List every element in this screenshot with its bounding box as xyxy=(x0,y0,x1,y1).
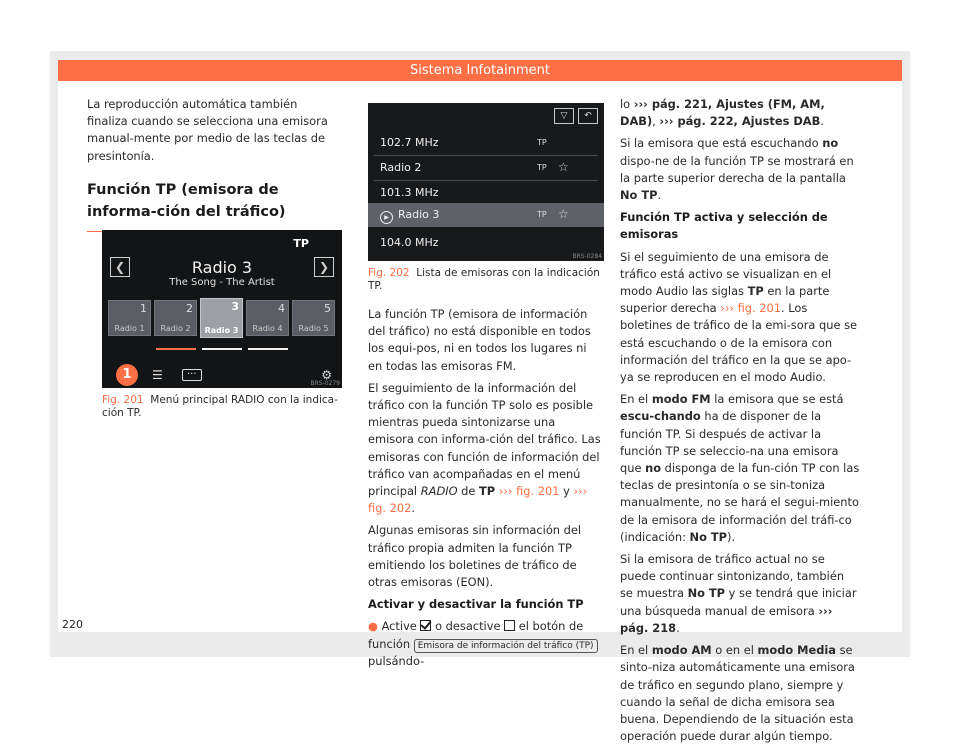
station-row: 104.0 MHz xyxy=(380,236,439,249)
empty-box-icon xyxy=(504,620,515,631)
preset-button: 5 Radio 5 xyxy=(292,300,335,336)
play-icon: ▶ xyxy=(380,211,393,224)
section-heading: Función TP (emisora de informa-ción del tráfico) xyxy=(87,179,341,232)
paragraph: Algunas emisoras sin información del tráfico propia admiten la función TP emitiendo los boletines de tráfico de otras emisoras (EON). xyxy=(368,523,582,590)
page-number: 220 xyxy=(62,618,83,631)
station-row: Radio 2 TP ☆ xyxy=(380,160,569,174)
preset-button: 2 Radio 2 xyxy=(154,300,197,336)
paragraph: Si el seguimiento de una emisora de tráfico está activo se visualizan en el modo Audio las siglas TP en la parte superior derecha ››› fig. 201. Los boletines de tráfico de la emi-sora que se está escuchando o de la emisora con información del tráfico en la que se apo-ya se reproducen en el modo Audio. xyxy=(620,249,858,385)
caption-label: Fig. 202 xyxy=(368,267,410,279)
settings-icon: ⚙ xyxy=(321,368,332,382)
keyboard-icon: ··· xyxy=(182,369,202,381)
station-name: Radio 3 xyxy=(191,258,253,277)
paragraph: lo ››› pág. 221, Ajustes (FM, AM, DAB), ››› pág. 222, Ajustes DAB. xyxy=(620,97,825,129)
station-row: 102.7 MHz TP xyxy=(380,136,547,149)
link[interactable]: ››› pág. 218 xyxy=(620,603,833,635)
subheading: Activar y desactivar la función TP xyxy=(368,597,584,612)
bullet-item: ● Active o desactive el botón de función Emisora de información del tráfico (TP) pulsándo- xyxy=(368,618,604,670)
column-middle xyxy=(368,306,604,675)
tp-indicator: TP xyxy=(293,237,309,250)
song-info: The Song - The Artist xyxy=(169,277,275,288)
figure-station-list xyxy=(368,103,604,261)
intro-paragraph: La reproducción automática también finaliza cuando se selecciona una emisora manual-mente por medio de las teclas de presintonía. xyxy=(87,97,328,163)
filter-icon: ▽ xyxy=(554,108,574,124)
link[interactable]: ››› fig. 201 xyxy=(498,484,560,499)
function-key: Emisora de información del tráfico (TP) xyxy=(414,639,598,653)
star-icon: ☆ xyxy=(558,160,569,174)
link[interactable]: ››› fig. 202 xyxy=(368,484,588,516)
column-left xyxy=(87,96,341,232)
link[interactable]: ››› pág. 222, Ajustes DAB xyxy=(659,114,821,129)
paragraph: El seguimiento de la información del tráfico con la función TP solo es posible mientras pueda sintonizarse una emisora con informa-ción del tráfico. Las emisoras con función de información del tráfico van acompañadas en el menú principal RADIO de TP ››› fig. 201 y ››› fig. 202. xyxy=(368,380,601,516)
station-row: 101.3 MHz xyxy=(380,186,439,199)
section-header: Sistema Infotainment xyxy=(58,60,902,81)
preset-button: 1 Radio 1 xyxy=(108,300,151,336)
paragraph: Si la emisora que está escuchando no dispo-ne de la función TP se mostrará en la parte superior derecha de la pantalla No TP. xyxy=(620,136,854,203)
preset-button: 4 Radio 4 xyxy=(246,300,289,336)
next-station-icon: ❯ xyxy=(314,257,334,277)
column-right xyxy=(620,96,860,750)
paragraph: La función TP (emisora de información del tráfico) no está disponible en todos los equi-pos, ni en todos los lugares ni en todas las emisoras FM. xyxy=(368,307,591,373)
callout-marker: 1 xyxy=(116,364,138,386)
station-row-selected: ▶ Radio 3 TP ☆ xyxy=(368,203,604,227)
star-icon: ☆ xyxy=(558,207,569,221)
paragraph: Si la emisora de tráfico actual no se puede continuar sintonizando, también se muestra No TP y se tendrá que iniciar una búsqueda manual de emisora ››› pág. 218. xyxy=(620,552,857,635)
link[interactable]: ››› fig. 201 xyxy=(720,301,781,316)
figure-code: BRS-0284 xyxy=(572,253,602,260)
figure-caption xyxy=(368,267,604,293)
preset-bar xyxy=(108,300,336,340)
back-icon: ↶ xyxy=(578,108,598,124)
caption-text: Lista de emisoras con la indicación TP. xyxy=(368,267,600,292)
bullet-icon: ● xyxy=(368,619,378,634)
caption-label: Fig. 201 xyxy=(102,394,144,406)
paragraph: En el modo FM la emisora que se está escu-chando ha de disponer de la función TP. Si después de activar la función TP se seleccio-na una emisora que no disponga de la fun-ción TP con las teclas de presintonía o se sin-toniza manualmente, no se hará el segui-miento de la emisora de información del tráfi-co (indicación: No TP). xyxy=(620,392,860,544)
paragraph: En el modo AM o en el modo Media se sinto-niza automáticamente una emisora de tráfico en segundo plano, siempre y cuando la señal de dicha emisora sea buena. Dependiendo de la situación esta operación puede durar algún tiempo. xyxy=(620,643,855,744)
list-icon: ☰ xyxy=(152,368,163,382)
figure-caption xyxy=(102,394,342,420)
subheading: Función TP activa y selección de emisoras xyxy=(620,210,828,242)
caption-text: Menú principal RADIO con la indica-ción TP. xyxy=(102,394,338,419)
page-indicator xyxy=(202,348,242,350)
figure-radio-main-menu xyxy=(102,230,342,388)
figure-code: BRS-0279 xyxy=(310,380,340,387)
checked-box-icon xyxy=(420,620,431,631)
page-indicator xyxy=(156,348,196,350)
prev-station-icon: ❮ xyxy=(110,257,130,277)
link[interactable]: ››› pág. 221, Ajustes (FM, AM, DAB) xyxy=(620,97,825,129)
page-indicator xyxy=(248,348,288,350)
preset-button-active: 3 Radio 3 xyxy=(200,298,243,338)
